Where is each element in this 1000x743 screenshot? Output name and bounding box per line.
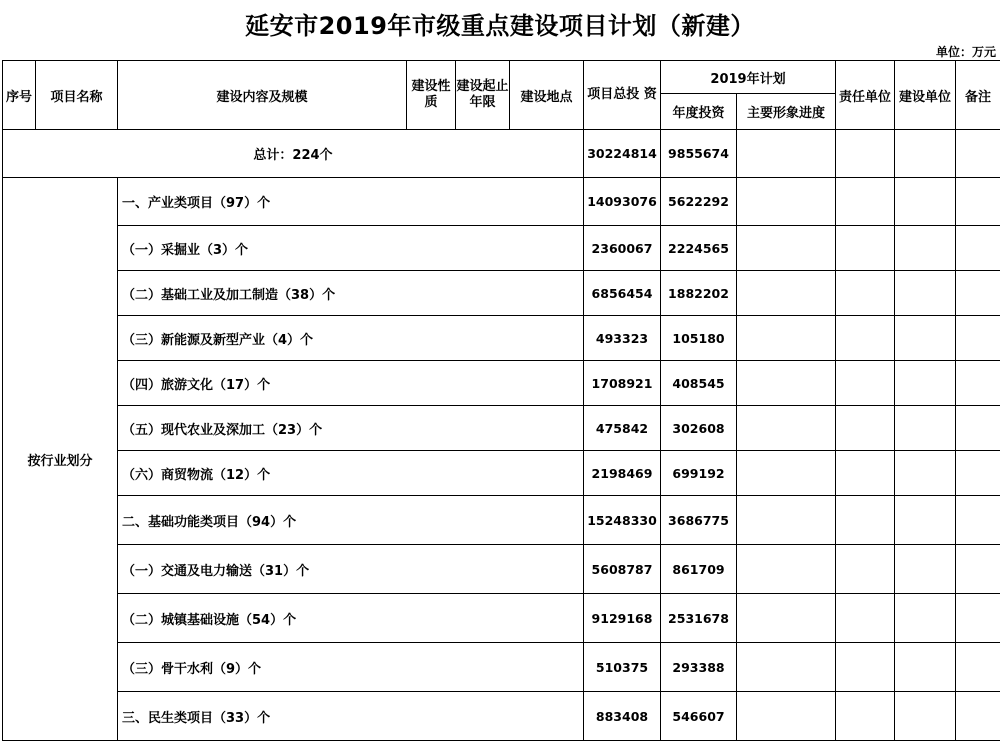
empty-cell bbox=[956, 545, 1000, 594]
empty-cell bbox=[836, 178, 895, 226]
project-plan-table bbox=[2, 60, 1000, 741]
empty-cell bbox=[836, 361, 895, 406]
row-label: 三、民生类项目（33）个 bbox=[118, 692, 584, 741]
row-total: 883408 bbox=[584, 692, 661, 741]
header-row-1 bbox=[3, 61, 1000, 94]
header-total: 项目总投 资 bbox=[584, 61, 661, 130]
empty-cell bbox=[895, 692, 956, 741]
empty-cell bbox=[836, 271, 895, 316]
total-investment: 30224814 bbox=[584, 130, 661, 178]
empty-cell bbox=[895, 130, 956, 178]
empty-cell bbox=[895, 496, 956, 545]
empty-cell bbox=[836, 594, 895, 643]
row-annual: 699192 bbox=[661, 451, 737, 496]
empty-cell bbox=[836, 545, 895, 594]
row-total: 2198469 bbox=[584, 451, 661, 496]
row-label: （三）新能源及新型产业（4）个 bbox=[118, 316, 584, 361]
row-annual: 1882202 bbox=[661, 271, 737, 316]
row-label: （六）商贸物流（12）个 bbox=[118, 451, 584, 496]
table-row bbox=[3, 316, 1000, 361]
row-annual: 5622292 bbox=[661, 178, 737, 226]
header-annual: 年度投资 bbox=[661, 94, 737, 130]
header-resp: 责任单位 bbox=[836, 61, 895, 130]
table-row bbox=[3, 545, 1000, 594]
row-annual: 3686775 bbox=[661, 496, 737, 545]
empty-cell bbox=[737, 594, 836, 643]
table-row bbox=[3, 406, 1000, 451]
row-total: 1708921 bbox=[584, 361, 661, 406]
empty-cell bbox=[956, 226, 1000, 271]
empty-cell bbox=[895, 451, 956, 496]
row-annual: 2224565 bbox=[661, 226, 737, 271]
table-row bbox=[3, 692, 1000, 741]
empty-cell bbox=[737, 451, 836, 496]
header-name: 项目名称 bbox=[36, 61, 118, 130]
row-annual: 293388 bbox=[661, 643, 737, 692]
group-label: 按行业划分 bbox=[3, 178, 118, 741]
table-row bbox=[3, 271, 1000, 316]
row-total: 6856454 bbox=[584, 271, 661, 316]
empty-cell bbox=[737, 271, 836, 316]
total-row bbox=[3, 130, 1000, 178]
table-row bbox=[3, 178, 1000, 226]
empty-cell bbox=[737, 130, 836, 178]
empty-cell bbox=[737, 361, 836, 406]
header-content: 建设内容及规模 bbox=[118, 61, 407, 130]
header-progress: 主要形象进度 bbox=[737, 94, 836, 130]
header-location: 建设地点 bbox=[510, 61, 584, 130]
empty-cell bbox=[737, 226, 836, 271]
row-total: 15248330 bbox=[584, 496, 661, 545]
empty-cell bbox=[956, 451, 1000, 496]
empty-cell bbox=[836, 451, 895, 496]
table-row bbox=[3, 594, 1000, 643]
row-label: （三）骨干水利（9）个 bbox=[118, 643, 584, 692]
row-label: 二、基础功能类项目（94）个 bbox=[118, 496, 584, 545]
table-row bbox=[3, 496, 1000, 545]
empty-cell bbox=[956, 594, 1000, 643]
table-row bbox=[3, 451, 1000, 496]
row-annual: 302608 bbox=[661, 406, 737, 451]
row-annual: 105180 bbox=[661, 316, 737, 361]
header-nature: 建设性质 bbox=[407, 61, 456, 130]
header-remark: 备注 bbox=[956, 61, 1000, 130]
header-period: 建设起止年限 bbox=[456, 61, 510, 130]
row-total: 5608787 bbox=[584, 545, 661, 594]
empty-cell bbox=[895, 643, 956, 692]
empty-cell bbox=[737, 178, 836, 226]
row-total: 510375 bbox=[584, 643, 661, 692]
header-plan: 2019年计划 bbox=[661, 61, 836, 94]
row-label: （一）采掘业（3）个 bbox=[118, 226, 584, 271]
empty-cell bbox=[737, 496, 836, 545]
row-total: 2360067 bbox=[584, 226, 661, 271]
empty-cell bbox=[895, 545, 956, 594]
empty-cell bbox=[737, 545, 836, 594]
page-title: 延安市2019年市级重点建设项目计划（新建） bbox=[245, 12, 755, 40]
row-total: 493323 bbox=[584, 316, 661, 361]
row-label: 一、产业类项目（97）个 bbox=[118, 178, 584, 226]
empty-cell bbox=[836, 692, 895, 741]
table-row bbox=[3, 643, 1000, 692]
empty-cell bbox=[895, 316, 956, 361]
header-builder: 建设单位 bbox=[895, 61, 956, 130]
empty-cell bbox=[836, 496, 895, 545]
empty-cell bbox=[836, 643, 895, 692]
row-total: 14093076 bbox=[584, 178, 661, 226]
empty-cell bbox=[836, 130, 895, 178]
empty-cell bbox=[737, 643, 836, 692]
empty-cell bbox=[956, 643, 1000, 692]
empty-cell bbox=[895, 271, 956, 316]
unit-label: 单位：万元 bbox=[935, 45, 996, 59]
row-annual: 2531678 bbox=[661, 594, 737, 643]
table-row bbox=[3, 361, 1000, 406]
row-annual: 861709 bbox=[661, 545, 737, 594]
empty-cell bbox=[895, 361, 956, 406]
empty-cell bbox=[956, 496, 1000, 545]
row-total: 9129168 bbox=[584, 594, 661, 643]
empty-cell bbox=[737, 692, 836, 741]
table-row bbox=[3, 226, 1000, 271]
row-label: （二）基础工业及加工制造（38）个 bbox=[118, 271, 584, 316]
row-annual: 408545 bbox=[661, 361, 737, 406]
total-annual: 9855674 bbox=[661, 130, 737, 178]
row-label: （五）现代农业及深加工（23）个 bbox=[118, 406, 584, 451]
empty-cell bbox=[956, 130, 1000, 178]
header-seq: 序号 bbox=[3, 61, 36, 130]
empty-cell bbox=[836, 406, 895, 451]
empty-cell bbox=[836, 226, 895, 271]
total-label: 总计：224个 bbox=[3, 130, 584, 178]
row-annual: 546607 bbox=[661, 692, 737, 741]
row-label: （二）城镇基础设施（54）个 bbox=[118, 594, 584, 643]
empty-cell bbox=[895, 226, 956, 271]
empty-cell bbox=[895, 594, 956, 643]
empty-cell bbox=[895, 178, 956, 226]
empty-cell bbox=[737, 316, 836, 361]
empty-cell bbox=[737, 406, 836, 451]
row-label: （一）交通及电力输送（31）个 bbox=[118, 545, 584, 594]
empty-cell bbox=[956, 178, 1000, 226]
empty-cell bbox=[956, 361, 1000, 406]
empty-cell bbox=[956, 316, 1000, 361]
empty-cell bbox=[836, 316, 895, 361]
row-label: （四）旅游文化（17）个 bbox=[118, 361, 584, 406]
empty-cell bbox=[956, 692, 1000, 741]
row-total: 475842 bbox=[584, 406, 661, 451]
empty-cell bbox=[956, 406, 1000, 451]
empty-cell bbox=[895, 406, 956, 451]
empty-cell bbox=[956, 271, 1000, 316]
